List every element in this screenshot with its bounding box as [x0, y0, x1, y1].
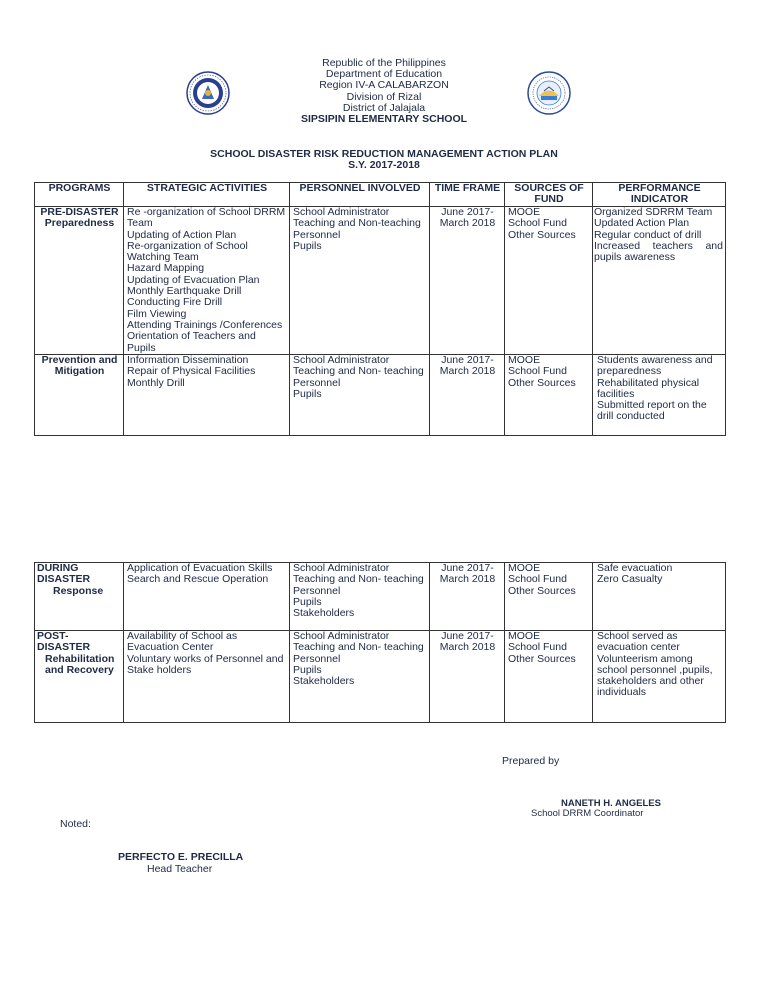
program-cell: PRE-DISASTER Preparedness	[35, 207, 124, 355]
time-frame-cell: June 2017- March 2018	[430, 355, 505, 436]
activities-cell: Re -organization of School DRRM Team Updating of Action Plan Re-organization of School Watching Team Hazard Mapping Updating of Evacuation Plan Monthly Earthquake Drill Conducting Fire Drill Film Viewing Attending Trainings /Conferences Orientation of Teachers and Pupils	[124, 207, 290, 355]
district-line: District of Jalajala	[342, 101, 426, 114]
indicator-cell: Organized SDRRM Team Updated Action Plan Regular conduct of drill Increased teachers and pupils awareness	[593, 207, 726, 355]
program-cell: DURING DISASTER Response	[35, 563, 124, 631]
time-frame-cell: June 2017- March 2018	[430, 207, 505, 355]
table-row-pre-disaster	[35, 207, 726, 355]
time-frame-cell: June 2017- March 2018	[430, 563, 505, 631]
funds-cell: MOOE School Fund Other Sources	[505, 355, 593, 436]
indicator-cell: Students awareness and preparedness Rehabilitated physical facilities Submitted report on the drill conducted	[593, 355, 726, 436]
school-name: SIPSIPIN ELEMENTARY SCHOOL	[300, 113, 468, 126]
col-header-time-frame: TIME FRAME	[430, 183, 505, 207]
noter-name: PERFECTO E. PRECILLA	[118, 851, 244, 863]
school-year: S.Y. 2017-2018	[348, 159, 420, 171]
funds-cell: MOOE School Fund Other Sources	[505, 563, 593, 631]
republic-line: Republic of the Philippines	[322, 57, 446, 69]
time-frame-cell: June 2017- March 2018	[430, 631, 505, 723]
department-line: Department of Education	[325, 68, 443, 81]
personnel-cell: School Administrator Teaching and Non- teaching Personnel Pupils Stakeholders	[290, 631, 430, 723]
table-header-row	[35, 183, 726, 207]
letterhead	[0, 58, 768, 125]
document-title: SCHOOL DISASTER RISK REDUCTION MANAGEMENT ACTION PLAN	[210, 148, 558, 160]
col-header-indicator: PERFORMANCE INDICATOR	[593, 183, 726, 207]
program-cell: POST- DISASTER Rehabilitation and Recovery	[35, 631, 124, 723]
col-header-sources: SOURCES OF FUND	[505, 183, 593, 207]
action-plan-table-2	[34, 562, 726, 723]
prepared-by-label: Prepared by	[502, 755, 560, 767]
table-row-during-disaster	[35, 563, 726, 631]
funds-cell: MOOE School Fund Other Sources	[505, 207, 593, 355]
preparer-title: School DRRM Coordinator	[531, 808, 644, 819]
personnel-cell: School Administrator Teaching and Non- teaching Personnel Pupils Stakeholders	[290, 563, 430, 631]
col-header-personnel: PERSONNEL INVOLVED	[290, 183, 430, 207]
personnel-cell: School Administrator Teaching and Non-teaching Personnel Pupils	[290, 207, 430, 355]
indicator-cell: School served as evacuation center Volunteerism among school personnel ,pupils, stakeholders and other individuals	[593, 631, 726, 723]
table-row-post-disaster	[35, 631, 726, 723]
col-header-activities: STRATEGIC ACTIVITIES	[124, 183, 290, 207]
activities-cell: Information Dissemination Repair of Physical Facilities Monthly Drill	[124, 355, 290, 436]
table-row-prevention	[35, 355, 726, 436]
noted-label: Noted:	[60, 818, 91, 830]
col-header-programs: PROGRAMS	[35, 183, 124, 207]
activities-cell: Application of Evacuation Skills Search and Rescue Operation	[124, 563, 290, 631]
funds-cell: MOOE School Fund Other Sources	[505, 631, 593, 723]
activities-cell: Availability of School as Evacuation Center Voluntary works of Personnel and Stake holders	[124, 631, 290, 723]
program-cell: Prevention and Mitigation	[35, 355, 124, 436]
indicator-cell: Safe evacuation Zero Casualty	[593, 563, 726, 631]
personnel-cell: School Administrator Teaching and Non- teaching Personnel Pupils	[290, 355, 430, 436]
division-line: Division of Rizal	[346, 90, 422, 103]
region-line: Region IV-A CALABARZON	[319, 79, 449, 92]
noter-title: Head Teacher	[147, 863, 213, 875]
preparer-name: NANETH H. ANGELES	[561, 798, 661, 809]
action-plan-table-1	[34, 182, 726, 436]
